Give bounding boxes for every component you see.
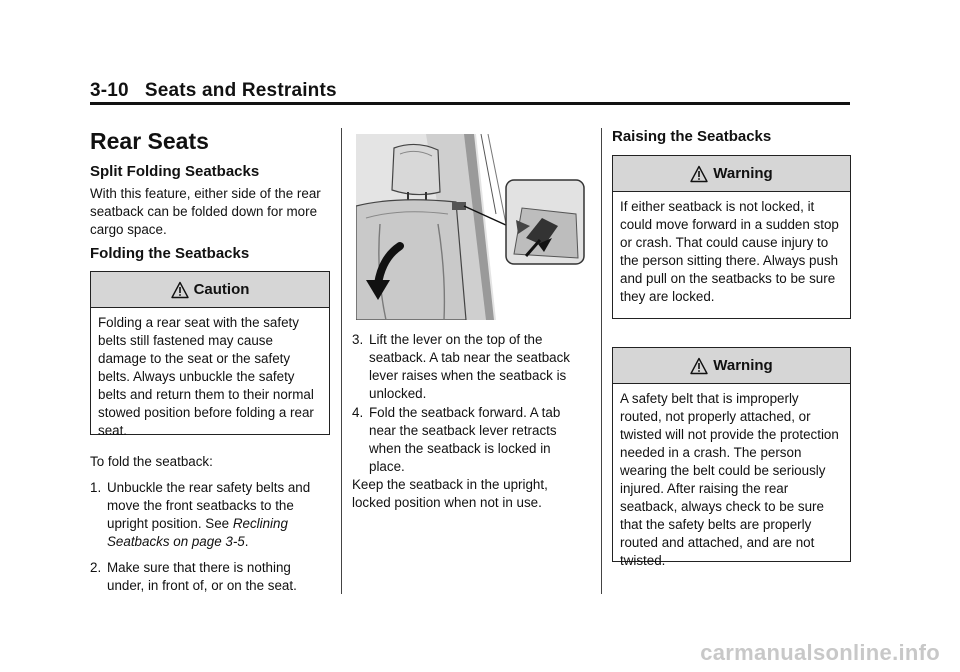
caution-icon — [171, 281, 189, 299]
warning-box-2 — [612, 347, 851, 568]
warning-header-2 — [613, 348, 850, 384]
warning-text-2: A safety belt that is improperly routed, not properly attached, or twisted will not provide the protection needed in a crash. The person wearing the belt could be seriously injured. After raising the rear seatback, always check to be sure that the safety belts are properly routed and attached, and are not twisted. — [620, 391, 839, 568]
caution-label: Caution — [193, 281, 250, 298]
step-1-number: 1. — [90, 480, 102, 495]
caution-header — [91, 272, 329, 308]
page-header — [90, 80, 337, 102]
step-4 — [352, 404, 590, 476]
column-divider-1 — [341, 128, 342, 594]
step-3 — [352, 331, 590, 403]
header-rule — [90, 102, 850, 105]
seatback-lever-illustration — [356, 134, 590, 320]
subsection-heading: Split Folding Seatbacks — [90, 163, 260, 180]
step-4-text: Fold the seatback forward. A tab near the seatback lever retracts when the seatback is locked in place. — [369, 405, 561, 474]
step-1-reference[interactable]: Reclining Seatbacks on page 3-5 — [107, 516, 288, 549]
keep-upright-paragraph: Keep the seatback in the upright, locked position when not in use. — [352, 477, 548, 510]
step-3-text: Lift the lever on the top of the seatback. A tab near the seatback lever raises when the seatback is unlocked. — [369, 332, 570, 401]
page-number: 3-10 — [90, 80, 129, 101]
step-2-text: Make sure that there is nothing under, in front of, or on the seat. — [107, 560, 297, 593]
to-fold-text: To fold the seatback: — [90, 454, 213, 469]
step-2-number: 2. — [90, 560, 102, 575]
warning-label-2: Warning — [713, 357, 773, 374]
warning-box-1 — [612, 155, 851, 319]
page-title: Rear Seats — [90, 128, 209, 154]
section-title: Seats and Restraints — [144, 80, 337, 101]
warning-icon — [690, 357, 708, 375]
step-2 — [90, 559, 330, 595]
caution-box — [90, 271, 330, 438]
step-3-number: 3. — [352, 332, 364, 347]
warning-text-1: If either seatback is not locked, it could move forward in a sudden stop or crash. That could cause injury to the person sitting there. Always push and pull on the seatbacks to be sure they are locked. — [620, 199, 839, 304]
folding-heading: Folding the Seatbacks — [90, 245, 250, 262]
watermark: carmanualsonline.info — [700, 640, 940, 665]
step-4-number: 4. — [352, 405, 364, 420]
column-divider-2 — [601, 128, 602, 594]
step-1: 1. Unbuckle the rear safety belts and move the front seatbacks to the upright position. See Reclining Seatbacks on page 3-5. — [90, 480, 311, 549]
warning-label-1: Warning — [713, 165, 773, 182]
step-1-text: Unbuckle the rear safety belts and move the front seatbacks to the upright position. See — [107, 480, 311, 531]
raising-heading: Raising the Seatbacks — [612, 128, 772, 145]
caution-text: Folding a rear seat with the safety belts still fastened may cause damage to the seat or the safety belts. Always unbuckle the safety belts and return them to their normal stowed position before folding a rear seat. — [98, 315, 314, 438]
intro-paragraph: With this feature, either side of the rear seatback can be folded down for more cargo space. — [90, 186, 321, 237]
warning-icon — [690, 165, 708, 183]
warning-header-1 — [613, 156, 850, 192]
